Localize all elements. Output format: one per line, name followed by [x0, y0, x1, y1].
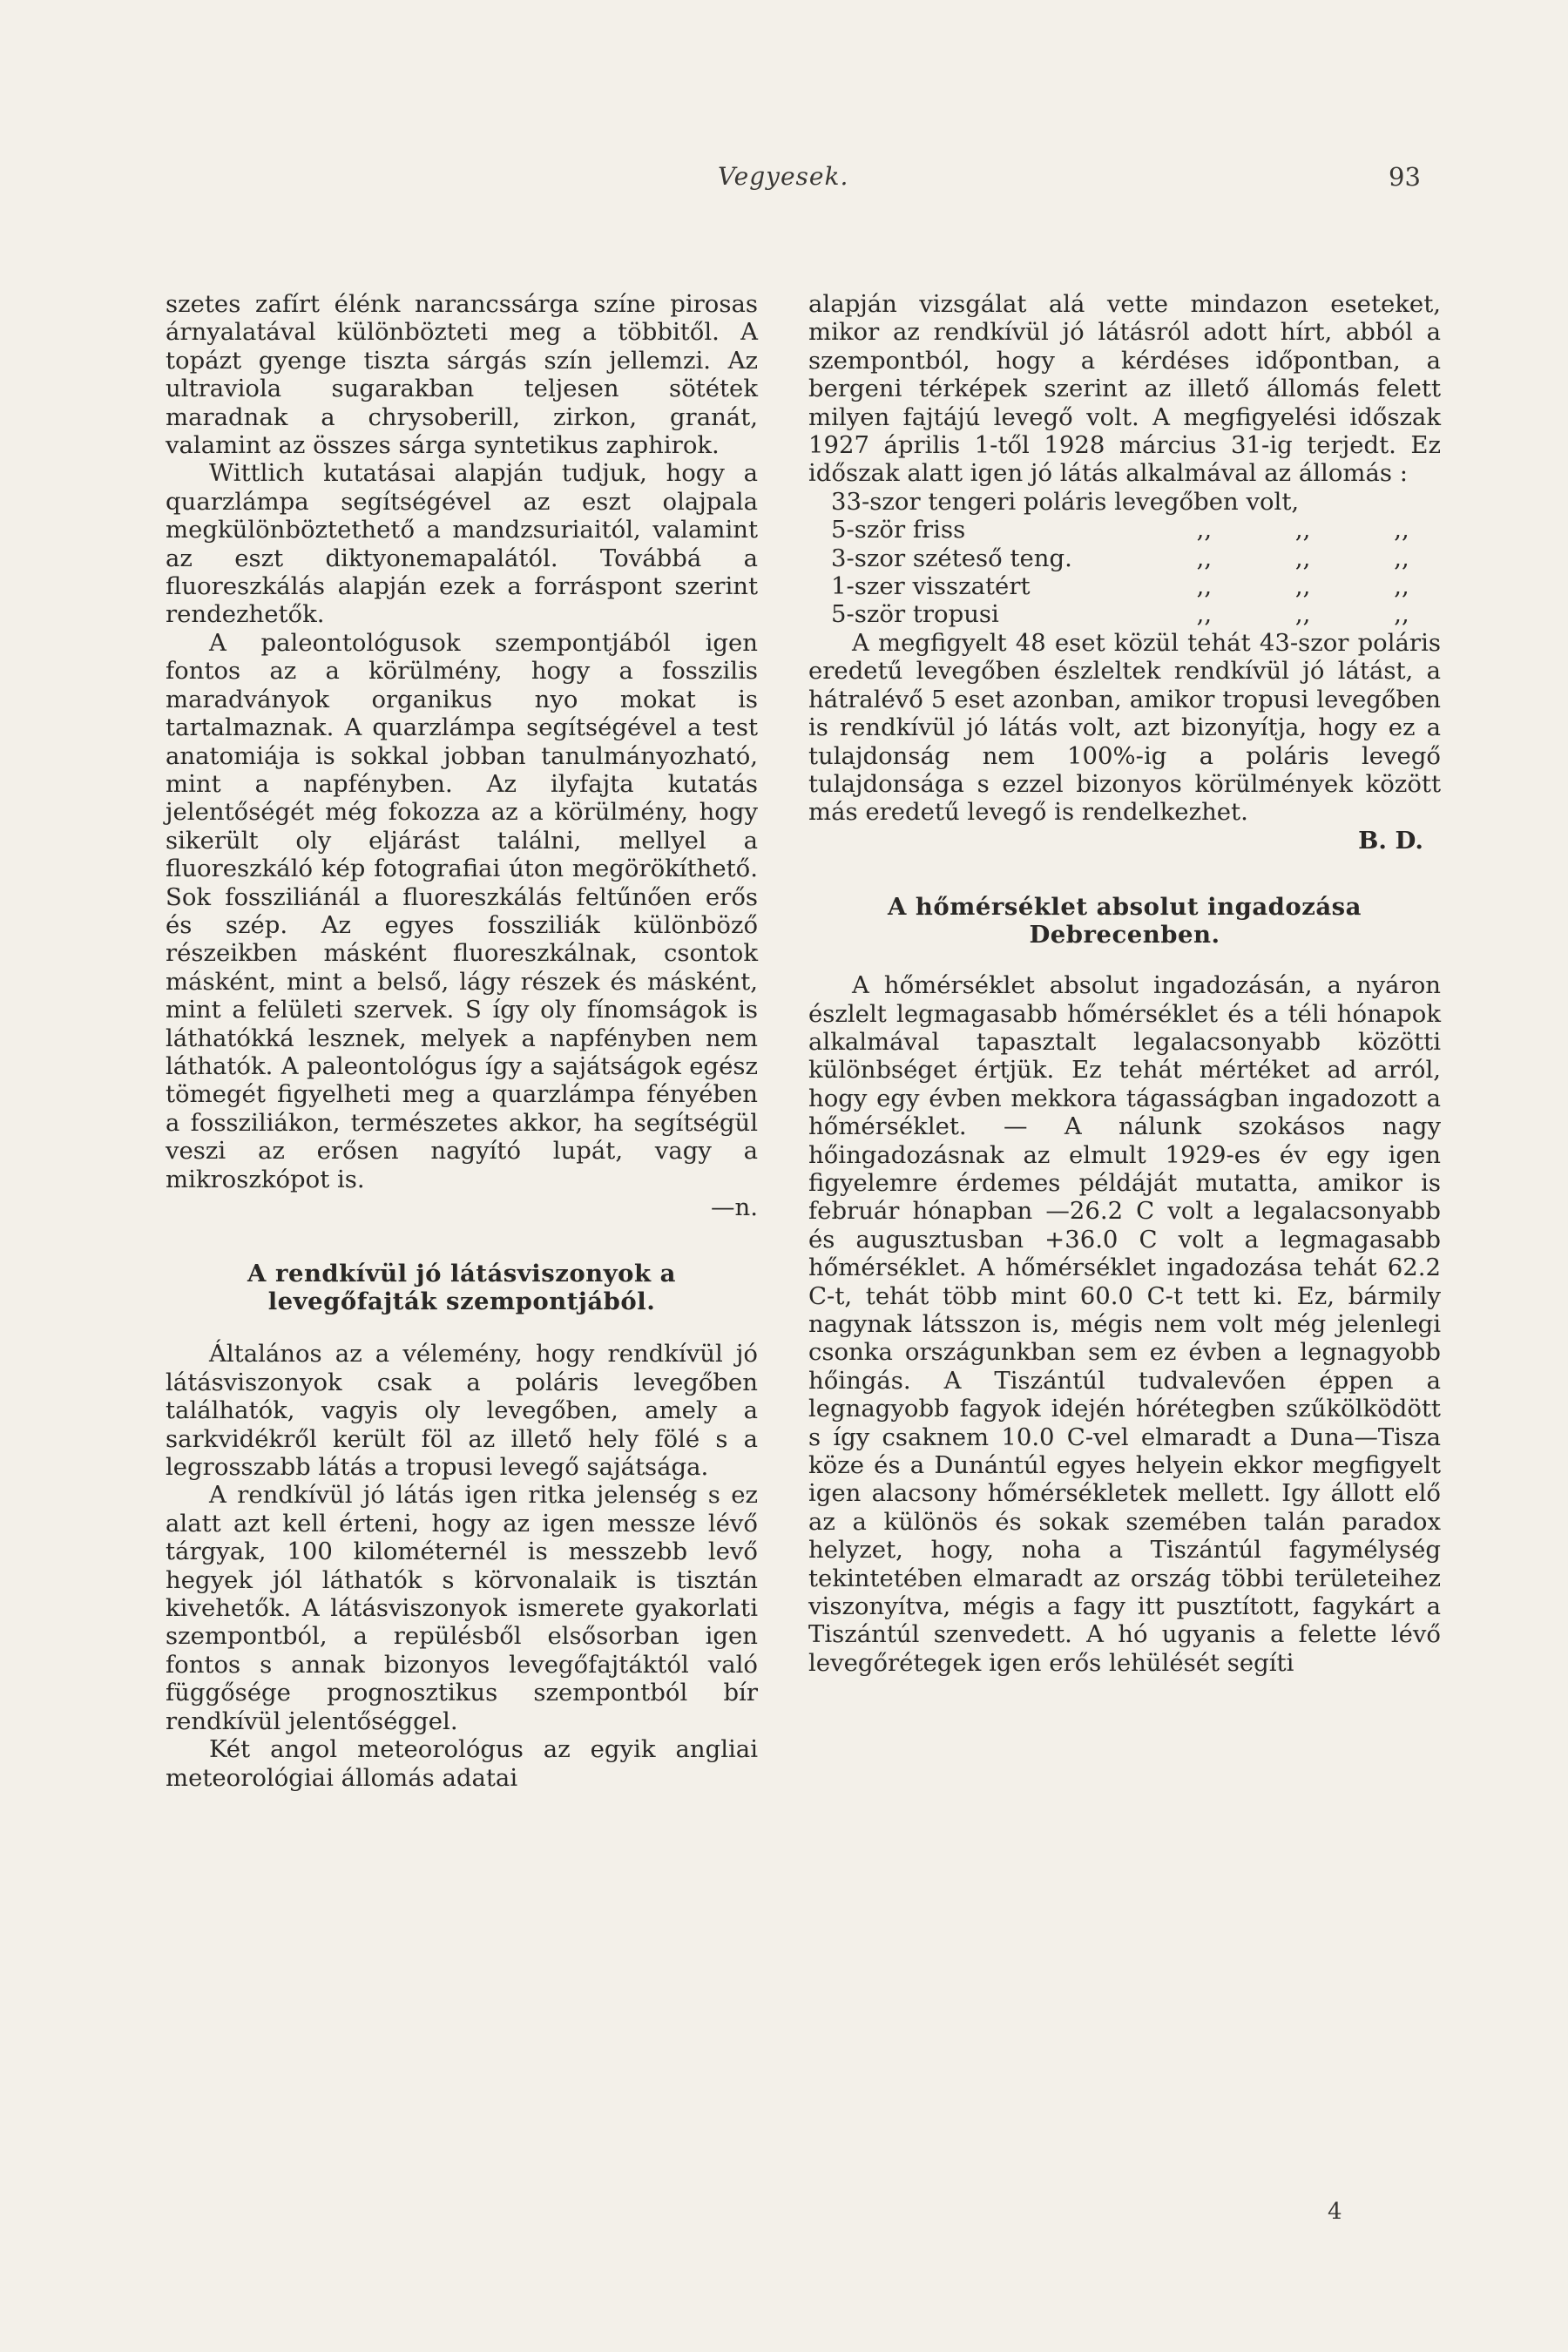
article-signature: B. D. [1358, 826, 1423, 855]
running-header [0, 162, 1568, 197]
list-item [808, 544, 1441, 572]
list-item-label: 33-szor tengeri poláris levegőben volt, [831, 487, 1300, 516]
list-item-label: 5-ször tropusi [831, 600, 999, 629]
ditto-mark: ,, [1196, 544, 1213, 572]
list-item-label: 1-szer visszatért [831, 572, 1031, 601]
ditto-mark: ,, [1394, 516, 1409, 544]
left-column [166, 290, 758, 1792]
paragraph: A hőmérséklet absolut ingadozásán, a nyáron észlelt legmagasabb hőmérséklet és a téli hónapok alkalmával tapasztalt legalacsonyabb közötti különbséget értjük. Ez tehát mértéket ad arról, hogy egy évben mekkora tágasságban ingadozott a hőmérséklet. — A nálunk szokásos nagy hőingadozásnak az elmult 1929-es év egy igen figyelemre érdemes példáját mutatta, amikor is február hónapban —26.2 C volt a legalacsonyabb és augusztusban +36.0 C volt a legmagasabb hőmérséklet. A hőmérséklet ingadozása tehát 62.2 C-t, tehát több mint 60.0 C-t tett ki. Ez, bármily nagynak látsszon is, mégis nem volt még jelenlegi csonka országunkban sem ez évben a legnagyobb hőingás. A Tiszántúl tudvalevően éppen a legnagyobb fagyok idején hórétegben szűkölködött s így csaknem 10.0 C-vel elmaradt a Duna—Tisza köze és a Dunántúl egyes helyein ekkor megfigyelt igen alacsony hőmérsékletek mellett. Igy állott elő az a különös és sokak szemében talán paradox helyzet, hogy, noha a Tiszántúl fagymélység tekintetében elmaradt az ország többi területeihez viszonyítva, mégis a fagy itt pusztított, fagykárt a Tiszántúl szenvedett. A hó ugyanis a felette lévő levegőrétegek igen erős lehülését segíti [808, 971, 1441, 1677]
ditto-mark: ,, [1294, 600, 1311, 629]
list-item [808, 572, 1441, 600]
list-item-label: 3-szor széteső teng. [831, 544, 1072, 572]
article-heading: A rendkívül jó látásviszonyok a levegőfajták szempontjából. [247, 1260, 676, 1316]
signature-number: 4 [1328, 2199, 1342, 2225]
list-item [808, 516, 1441, 544]
paragraph: Wittlich kutatásai alapján tudjuk, hogy a quarzlámpa segítségével az eszt olajpala megkülönböztethető a mandzsuriaitól, valamint az eszt diktyonemapalától. Továbbá a fluoreszkálás alapján ezek a forráspont szerint rendezhetők. [166, 459, 758, 629]
paragraph: alapján vizsgálat alá vette mindazon eseteket, mikor az rendkívül jó látásról adott hírt, abból a szempontból, hogy a kérdéses időpontban, a bergeni térképek szerint az illető állomás felett milyen fajtájú levegő volt. A megfigyelési időszak 1927 április 1-től 1928 március 31-ig terjedt. Ez időszak alatt igen jó látás alkalmával az állomás : [808, 290, 1441, 488]
paragraph: A megfigyelt 48 eset közül tehát 43-szor poláris eredetű levegőben észleltek rendkívül jó látást, a hátralévő 5 eset azonban, amikor tropusi levegőben is rendkívül jó látás volt, azt bizonyítja, hogy ez a tulajdonság nem 100%-ig a poláris levegő tulajdonsága s ezzel bizonyos körülmények között más eredetű levegő is rendelkezhet. [808, 628, 1441, 827]
running-title: Vegyesek. [718, 162, 849, 191]
list-item [808, 600, 1441, 628]
ditto-mark: ,, [1394, 600, 1409, 629]
paragraph: A rendkívül jó látás igen ritka jelenség s ez alatt azt kell érteni, hogy az igen messze lévő tárgyak, 100 kilométernél is messzebb levő hegyek jól láthatók s körvonalaik is tisztán kivehetők. A látásviszonyok ismerete gyakorlati szempontból, a repülésből elsősorban igen fontos s annak bizonyos levegőfajtáktól való függősége prognosztikus szempontból bír rendkívül jelentőséggel. [166, 1481, 758, 1735]
page-number: 93 [1389, 162, 1421, 192]
list-item [808, 488, 1441, 516]
observation-list [808, 488, 1441, 629]
ditto-mark: ,, [1196, 600, 1213, 629]
ditto-mark: ,, [1394, 572, 1409, 601]
article-signature: —n. [711, 1193, 758, 1221]
ditto-mark: ,, [1196, 516, 1213, 544]
ditto-mark: ,, [1294, 516, 1311, 544]
ditto-mark: ,, [1394, 544, 1409, 572]
right-column [808, 290, 1441, 1677]
ditto-mark: ,, [1294, 572, 1311, 601]
list-item-label: 5-ször friss [831, 516, 966, 544]
article-heading: A hőmérséklet absolut ingadozása Debrecenben. [888, 893, 1362, 950]
ditto-mark: ,, [1196, 572, 1213, 601]
paragraph: szetes zafírt élénk narancssárga színe pirosas árnyalatával különbözteti meg a többitől. A topázt gyenge tiszta sárgás szín jellemzi. Az ultraviola sugarakban teljesen sötétek maradnak a chrysoberill, zirkon, granát, valamint az összes sárga syntetikus zaphirok. [166, 290, 758, 460]
ditto-mark: ,, [1294, 544, 1311, 572]
paragraph: A paleontológusok szempontjából igen fontos az a körülmény, hogy a fosszilis maradványok organikus nyo mokat is tartalmaznak. A quarzlámpa segítségével a test anatomiája is sokkal jobban tanulmányozható, mint a napfényben. Az ilyfajta kutatás jelentőségét még fokozza az a körülmény, hogy sikerült oly eljárást találni, mellyel a fluoreszkáló kép fotografiai úton megörökíthető. Sok fossziliánál a fluoreszkálás feltűnően erős és szép. Az egyes fossziliák különböző részeikben másként fluoreszkálnak, csontok másként, mint a belső, lágy részek és másként, mint a felületi szervek. S így oly fínomságok is láthatókká lesznek, melyek a napfényben nem láthatók. A paleontológus így a sajátságok egész tömegét figyelheti meg a quarzlámpa fényében a fossziliákon, természetes akkor, ha segítségül veszi az erősen nagyító lupát, vagy a mikroszkópot is. [166, 628, 758, 1193]
paragraph: Két angol meteorológus az egyik angliai meteorológiai állomás adatai [166, 1735, 758, 1792]
paragraph: Általános az a vélemény, hogy rendkívül jó látásviszonyok csak a poláris levegőben találhatók, vagyis oly levegőben, amely a sarkvidékről került föl az illető hely fölé s a legrosszabb látás a tropusi levegő sajátsága. [166, 1340, 758, 1482]
